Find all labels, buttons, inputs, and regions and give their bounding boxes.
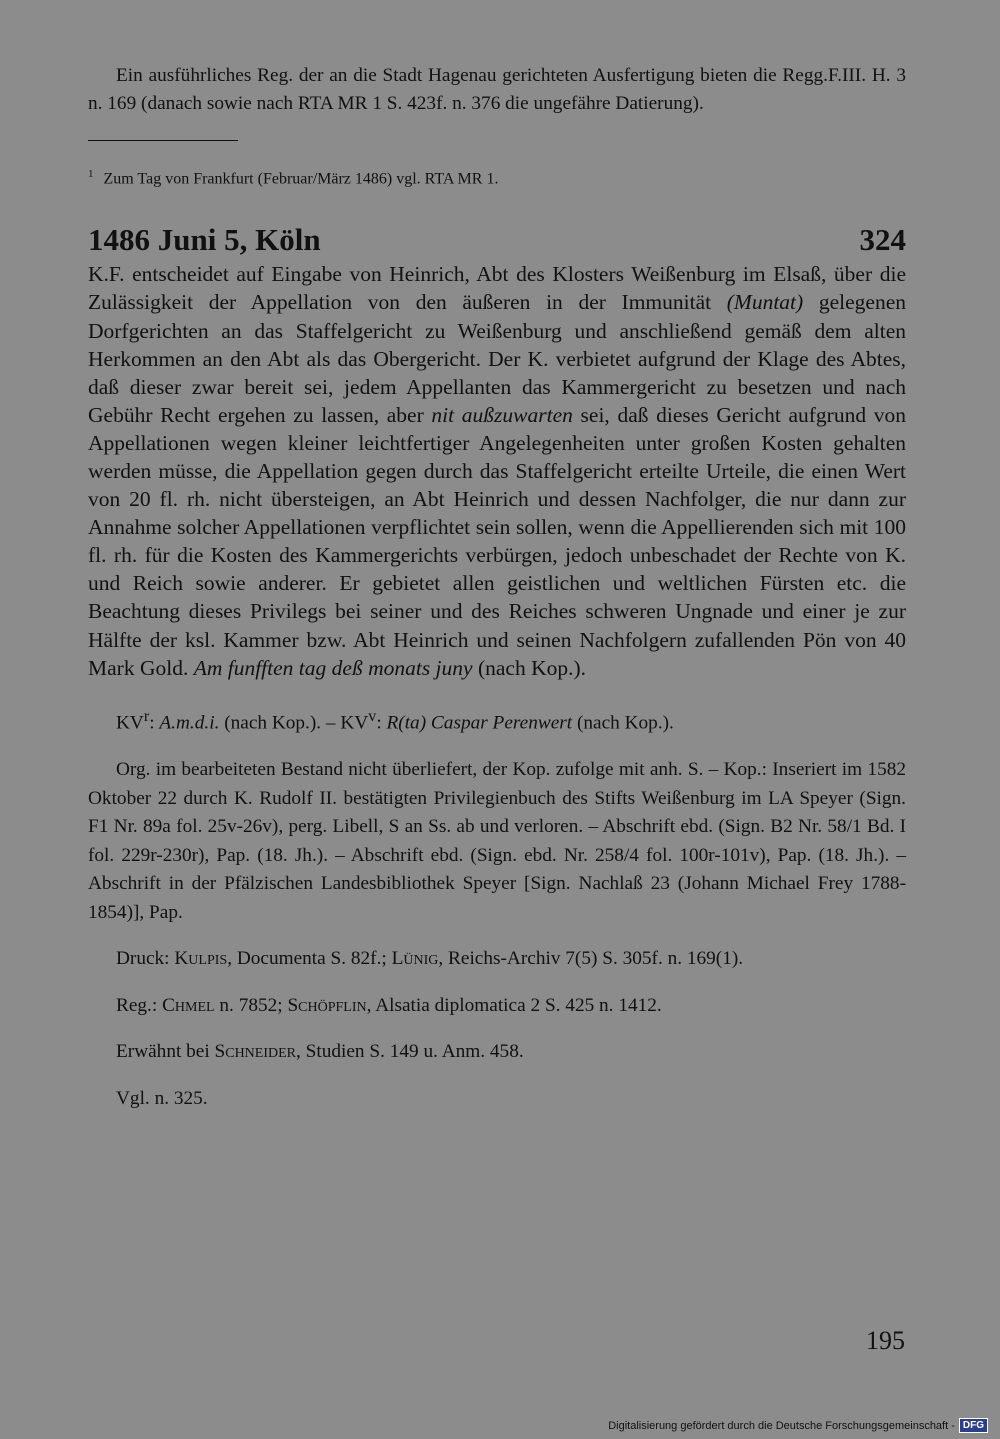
- funding-text: Digitalisierung gefördert durch die Deutsche Forschungsgemeinschaft -: [608, 1419, 955, 1432]
- footnote: [88, 163, 906, 190]
- entry-heading: [88, 220, 906, 260]
- druck-author-1: Kulpis: [174, 948, 228, 970]
- reg-rest: , Alsatia diplomatica 2 S. 425 n. 1412.: [366, 994, 662, 1016]
- page-number: 195: [866, 1326, 905, 1355]
- intro-paragraph: Ein ausführliches Reg. der an die Stadt Hagenau gerichteten Ausfertigung bieten die Regg.F.III. H. 3 n. 169 (danach sowie nach RTA MR 1 S. 423f. n. 376 die ungefähre Datierung).: [88, 65, 906, 114]
- summary-text-2: gelegenen Dorfgerichten an das Staffelgericht zu Weißenburg und anschließend gemäß dem alten Herkommen an den Abt als das Obergericht. Der K. verbietet aufgrund der Klage des Abtes, daß dieser zwar bereit sei, jedem Appellanten das Kammergericht zu besetzen und nach Gebühr Recht ergehen zu lassen, aber: [88, 290, 906, 427]
- reg-author-2: Schöpflin: [287, 994, 367, 1016]
- summary-text-3: sei, daß dieses Gericht aufgrund von Appellationen wegen kleiner leichtfertiger Angelegenheiten unter großen Kosten gehalten werden müsse, die Appellation gegen durch das Staffelgericht erteilte Urteile, die einen Wert von 20 fl. rh. nicht übersteigen, an Abt Heinrich und dessen Nachfolger, die nur dann zur Annahme solcher Appellationen verpflichtet sein sollen, wenn die Appellierenden sich mit 100 fl. rh. für die Kosten des Kammergerichts verbürgen, jedoch unbeschadet der Rechte von K. und Reich sowie anderer. Er gebietet allen geistlichen und weltlichen Fürsten etc. die Beachtung dieses Privilegs bei seiner und des Reiches schweren Ungnade und einer je zur Hälfte der ksl. Kammer bzw. Abt Heinrich und seinen Nachfolgern zufallenden Pön von 40 Mark Gold.: [88, 402, 906, 680]
- reg-middle: n. 7852;: [214, 994, 288, 1016]
- druck-middle: , Documenta S. 82f.;: [227, 948, 392, 970]
- druck-rest: , Reichs-Archiv 7(5) S. 305f. n. 169(1).: [438, 948, 744, 970]
- kv-notes: [88, 703, 906, 738]
- kvr-italic: A.m.d.i.: [159, 712, 220, 734]
- erwaehnt-rest: , Studien S. 149 u. Anm. 458.: [296, 1041, 524, 1063]
- summary-text-4: (nach Kop.).: [472, 655, 587, 680]
- summary-italic-1: (Muntat): [726, 290, 804, 315]
- druck-paragraph: [88, 945, 906, 974]
- summary-italic-2: nit außzuwarten: [431, 402, 573, 427]
- kvv-rest: (nach Kop.).: [572, 712, 674, 734]
- kvv-sup: v: [368, 708, 377, 726]
- kvr-label: KV: [116, 712, 144, 734]
- footnote-marker: 1: [88, 168, 94, 180]
- reg-author-1: Chmel: [162, 994, 215, 1016]
- erwaehnt-author: Schneider: [214, 1041, 297, 1063]
- footnote-text: Zum Tag von Frankfurt (Februar/März 1486) vgl. RTA MR 1.: [103, 170, 499, 188]
- kvr-sup: r: [143, 708, 150, 726]
- reg-prefix: Reg.:: [116, 994, 163, 1016]
- erwaehnt-paragraph: [88, 1038, 906, 1067]
- dfg-logo: DFG: [959, 1418, 988, 1433]
- entry-summary: [88, 260, 906, 681]
- kvr-rest: (nach Kop.). –: [219, 712, 341, 734]
- druck-author-2: Lünig: [391, 948, 439, 970]
- footnote-divider: [88, 140, 238, 141]
- funding-note: [608, 1418, 988, 1433]
- kvv-italic: R(ta) Caspar Perenwert: [386, 712, 573, 734]
- transmission-paragraph: Org. im bearbeiteten Bestand nicht überliefert, der Kop. zufolge mit anh. S. – Kop.: Inseriert im 1582 Oktober 22 durch K. Rudolf II. bestätigten Privilegienbuch des Stifts Weißenburg im LA Speyer (Sign. F1 Nr. 89a fol. 25v-26v), perg. Libell, S an Ss. ab und verloren. – Abschrift ebd. (Sign. B2 Nr. 58/1 Bd. I fol. 229r-230r), Pap. (18. Jh.). – Abschrift ebd. (Sign. ebd. Nr. 258/4 fol. 100r-101v), Pap. (18. Jh.). – Abschrift in der Pfälzischen Landesbibliothek Speyer [Sign. Nachlaß 23 (Johann Michael Frey 1788-1854)], Pap.: [88, 759, 906, 923]
- entry-date-place: 1486 Juni 5, Köln: [88, 222, 321, 258]
- vgl-paragraph: Vgl. n. 325.: [116, 1087, 208, 1109]
- erwaehnt-prefix: Erwähnt bei: [116, 1041, 215, 1063]
- summary-italic-3: Am funfften tag deß monats juny: [193, 655, 473, 680]
- document-page: [88, 58, 906, 1113]
- summary-text-1: K.F. entscheidet auf Eingabe von Heinrich, Abt des Klosters Weißenburg im Elsaß, über die Zulässigkeit der Appellation von den äußeren in der Immunität: [88, 262, 906, 315]
- kvv-colon: :: [376, 712, 387, 734]
- kvr-colon: :: [149, 712, 160, 734]
- druck-prefix: Druck:: [116, 948, 175, 970]
- kvv-label: KV: [340, 712, 369, 734]
- reg-paragraph: [88, 992, 906, 1021]
- entry-number: 324: [859, 222, 906, 258]
